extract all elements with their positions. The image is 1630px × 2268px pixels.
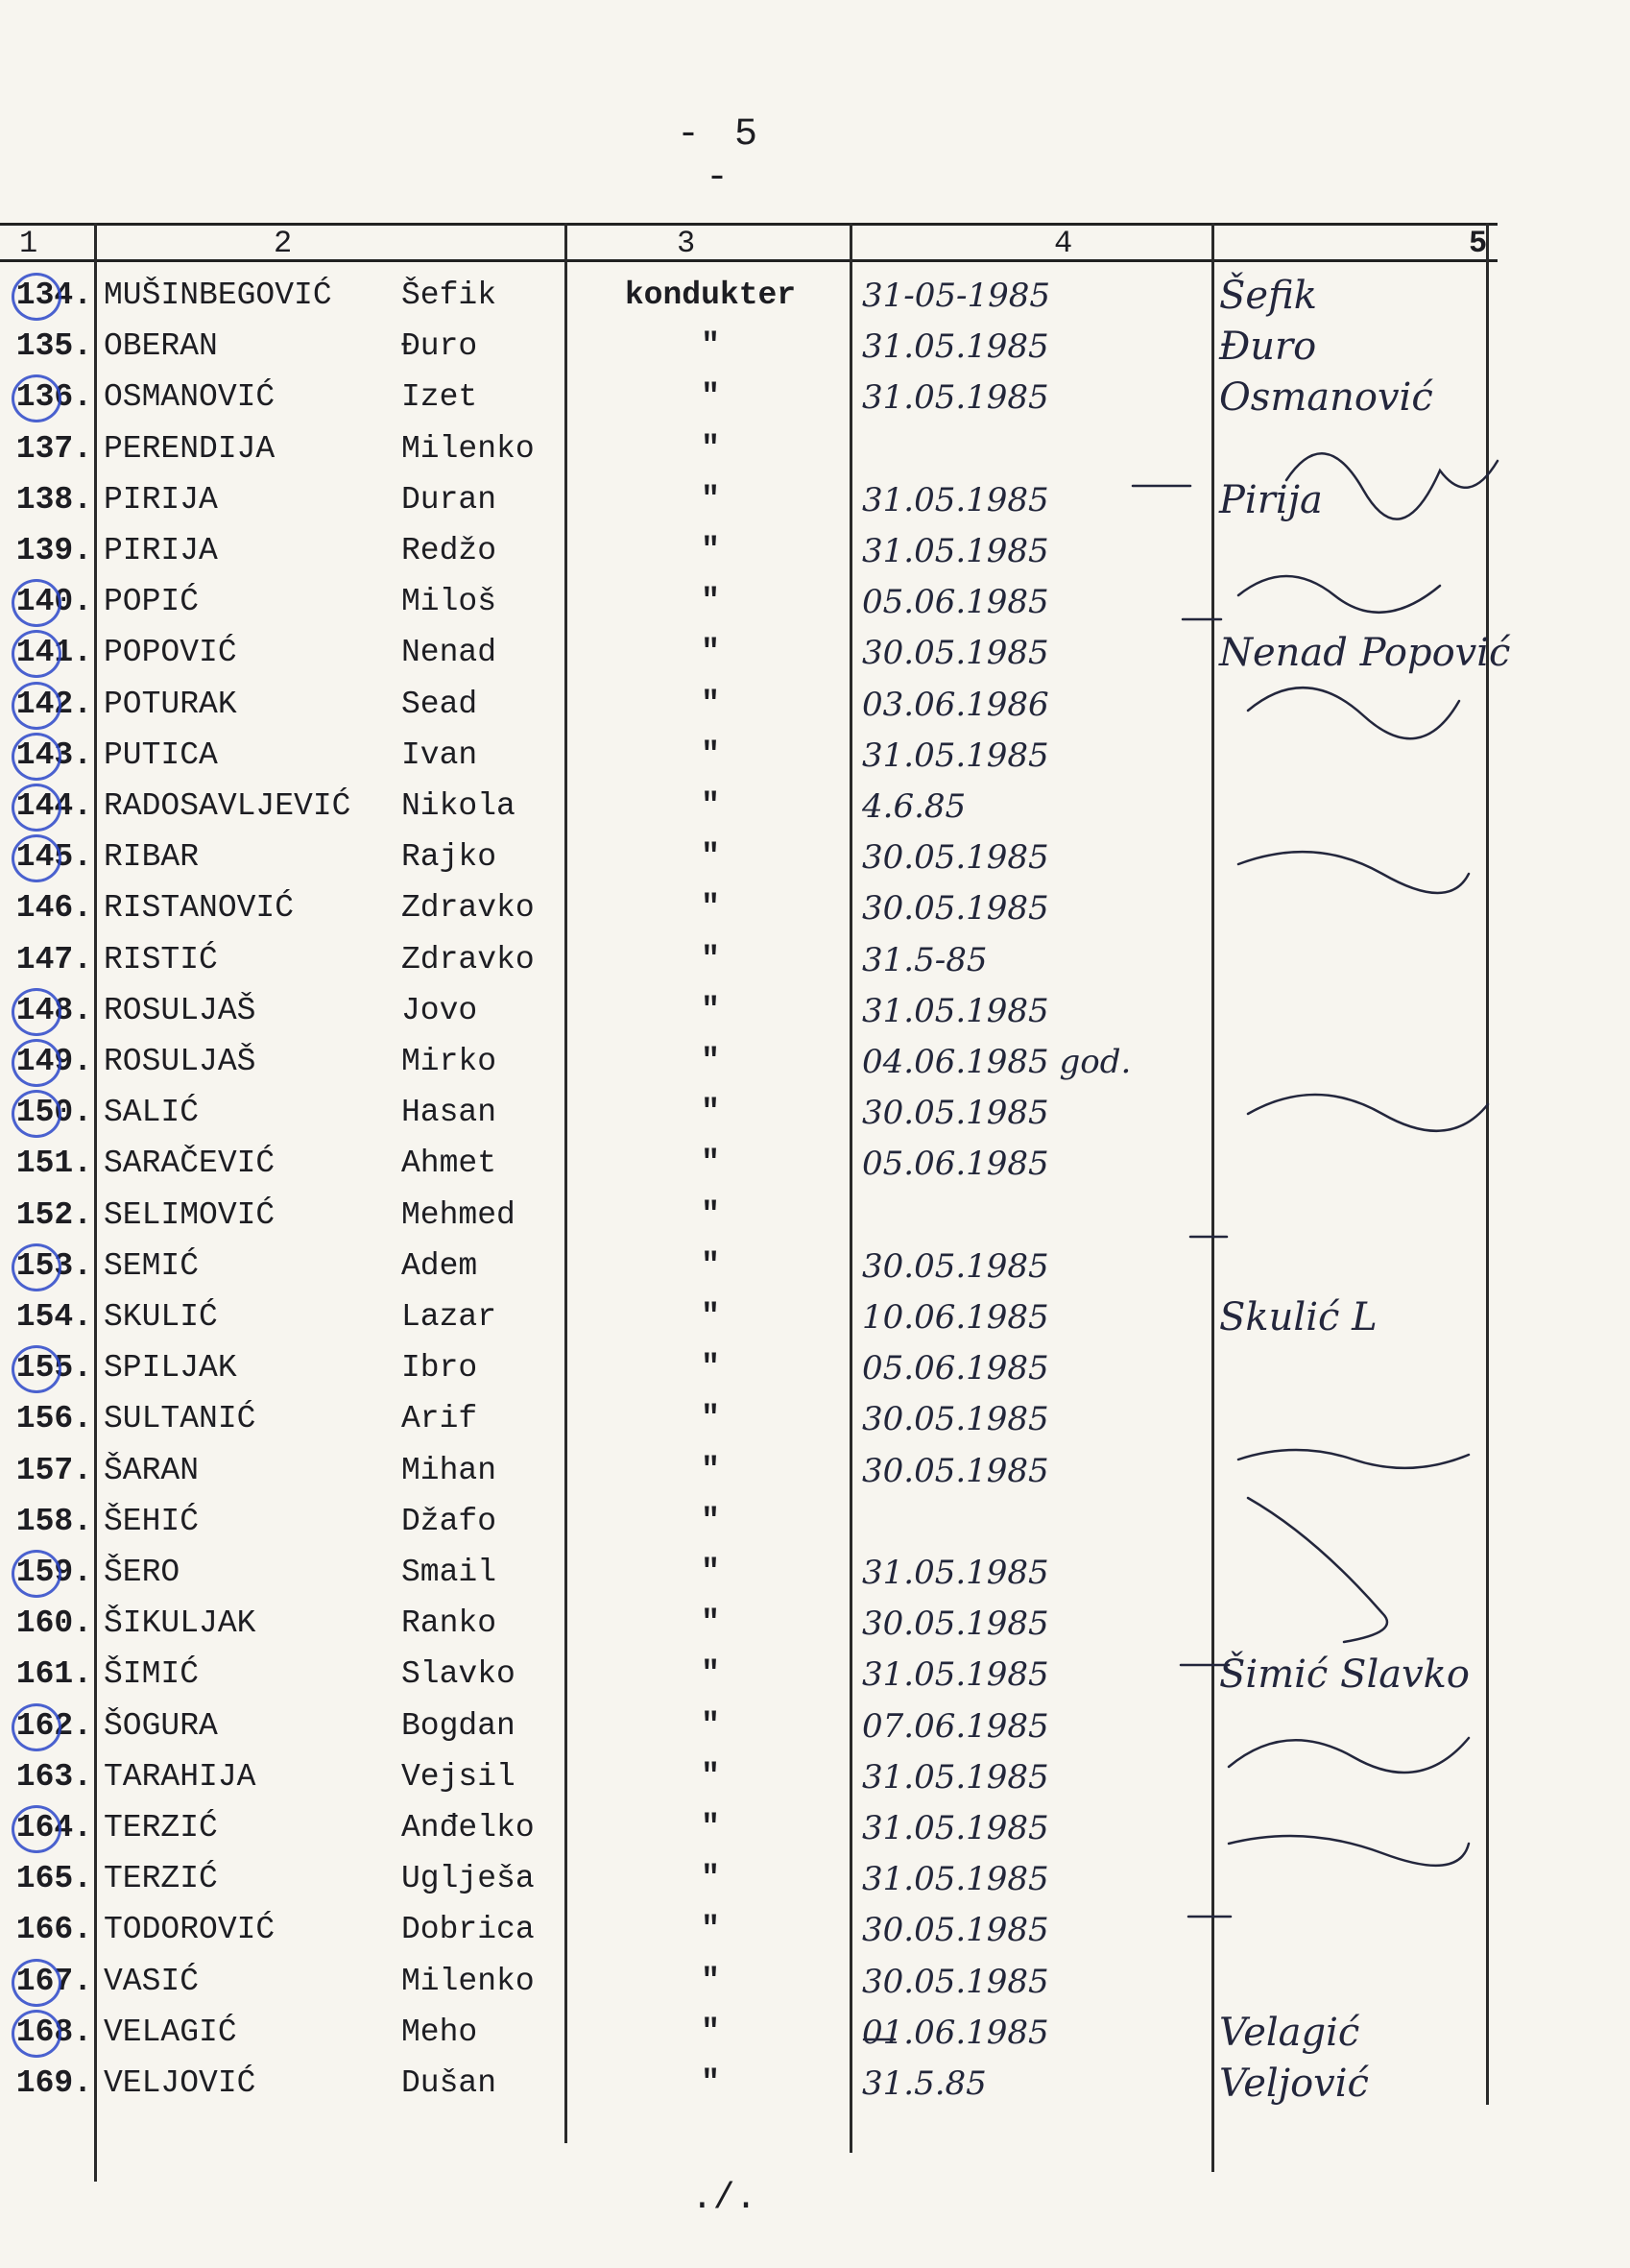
row-number: 151. <box>15 1146 92 1182</box>
row-number: 152. <box>15 1196 92 1233</box>
first-name-cell: Zdravko <box>401 890 535 927</box>
row-number: 164. <box>15 1810 92 1846</box>
role-cell: " <box>701 328 720 365</box>
signature-cell: Pirija <box>1219 477 1323 522</box>
row-number: 138. <box>15 481 92 518</box>
surname-cell: TERZIĆ <box>104 1861 218 1897</box>
surname-cell: SKULIĆ <box>104 1299 218 1335</box>
row-number: 144. <box>15 788 92 824</box>
first-name-cell: Redžo <box>401 533 497 568</box>
first-name-cell: Uglješa <box>401 1861 535 1897</box>
row-number: 134. <box>15 277 92 313</box>
role-cell: " <box>701 1963 720 1999</box>
first-name-cell: Izet <box>401 379 478 416</box>
surname-cell: OBERAN <box>104 328 218 365</box>
row-number: 148. <box>15 992 92 1028</box>
date-cell: 31.05.1985 <box>862 991 1049 1030</box>
date-cell: 31.05.1985 <box>862 1757 1049 1797</box>
first-name-cell: Milenko <box>401 1963 535 1999</box>
signature-cell: Šefik <box>1219 274 1317 318</box>
first-name-cell: Dobrica <box>401 1912 535 1948</box>
surname-cell: ŠERO <box>104 1555 180 1590</box>
col-header-1: 1 <box>19 226 38 261</box>
role-cell: " <box>701 1656 720 1693</box>
first-name-cell: Meho <box>401 2014 478 2050</box>
first-name-cell: Lazar <box>401 1299 497 1335</box>
date-cell: 31.05.1985 <box>862 378 1049 418</box>
surname-cell: POPOVIĆ <box>104 635 237 671</box>
signature-cell: Nenad Popović <box>1219 631 1511 676</box>
first-name-cell: Arif <box>401 1401 478 1437</box>
row-number: 154. <box>15 1299 92 1335</box>
role-cell: " <box>701 1401 720 1437</box>
date-cell: 31.05.1985 <box>862 1860 1049 1899</box>
surname-cell: SEMIĆ <box>104 1247 200 1284</box>
row-number: 160. <box>15 1605 92 1642</box>
first-name-cell: Dušan <box>401 2065 497 2101</box>
surname-cell: SULTANIĆ <box>104 1401 256 1437</box>
role-cell: " <box>701 1861 720 1897</box>
surname-cell: SELIMOVIĆ <box>104 1196 276 1233</box>
first-name-cell: Vejsil <box>401 1758 515 1795</box>
signature-cell: Šimić Slavko <box>1219 1653 1470 1698</box>
first-name-cell: Nenad <box>401 635 497 671</box>
col-header-4: 4 <box>1054 226 1073 261</box>
surname-cell: SARAČEVIĆ <box>104 1146 276 1182</box>
surname-cell: VELAGIĆ <box>104 2014 237 2050</box>
row-number: 165. <box>15 1861 92 1897</box>
first-name-cell: Šefik <box>401 277 497 313</box>
surname-cell: RISTIĆ <box>104 941 218 977</box>
surname-cell: TODOROVIĆ <box>104 1912 276 1948</box>
date-cell: 31.05.1985 <box>862 532 1049 570</box>
surname-cell: PIRIJA <box>104 533 218 568</box>
surname-cell: ŠEHIĆ <box>104 1503 200 1539</box>
role-cell: " <box>701 1758 720 1795</box>
surname-cell: POPIĆ <box>104 584 200 620</box>
date-cell: 31.5-85 <box>862 940 988 979</box>
first-name-cell: Ibro <box>401 1350 478 1387</box>
surname-cell: ŠIKULJAK <box>104 1605 256 1642</box>
first-name-cell: Bogdan <box>401 1707 515 1744</box>
row-number: 142. <box>15 686 92 722</box>
surname-cell: POTURAK <box>104 686 237 722</box>
row-number: 169. <box>15 2065 92 2101</box>
row-number: 146. <box>15 890 92 927</box>
date-cell: 30.05.1985 <box>862 838 1049 878</box>
row-number: 167. <box>15 1963 92 1999</box>
first-name-cell: Jovo <box>401 992 478 1028</box>
signature-cell: Veljović <box>1219 2062 1369 2106</box>
surname-cell: PUTICA <box>104 736 218 773</box>
date-cell: 01.06.1985 <box>862 2013 1049 2052</box>
signature-cell: Velagić <box>1219 2010 1360 2055</box>
first-name-cell: Smail <box>401 1555 497 1590</box>
role-cell: " <box>701 1707 720 1744</box>
date-cell: 10.06.1985 <box>862 1298 1049 1337</box>
role-cell: " <box>701 1605 720 1642</box>
row-number: 139. <box>15 533 92 568</box>
first-name-cell: Nikola <box>401 788 515 824</box>
role-cell: " <box>701 788 720 824</box>
date-cell: 30.05.1985 <box>862 1246 1049 1286</box>
surname-cell: ŠIMIĆ <box>104 1656 200 1693</box>
date-cell: 30.05.1985 <box>862 1094 1049 1133</box>
role-cell: " <box>701 992 720 1028</box>
row-number: 136. <box>15 379 92 416</box>
role-cell: " <box>701 584 720 620</box>
role-cell: " <box>701 1555 720 1590</box>
surname-cell: PERENDIJA <box>104 430 276 467</box>
role-cell: " <box>701 2014 720 2050</box>
row-number: 137. <box>15 430 92 467</box>
date-cell: 30.05.1985 <box>862 1400 1049 1439</box>
row-number: 140. <box>15 584 92 620</box>
row-number: 157. <box>15 1452 92 1488</box>
signature-cell: Đuro <box>1219 325 1317 370</box>
first-name-cell: Miloš <box>401 584 497 620</box>
role-cell: " <box>701 1503 720 1539</box>
date-cell: 30.05.1985 <box>862 1604 1049 1644</box>
date-cell: 05.06.1985 <box>862 1145 1049 1184</box>
surname-cell: ŠARAN <box>104 1452 200 1488</box>
date-cell: 04.06.1985 god. <box>862 1043 1132 1081</box>
role-cell: " <box>701 890 720 927</box>
role-cell: " <box>701 686 720 722</box>
role-cell: " <box>701 481 720 518</box>
date-cell: 31.05.1985 <box>862 736 1049 775</box>
surname-cell: TERZIĆ <box>104 1810 218 1846</box>
date-cell: 03.06.1986 <box>862 685 1049 724</box>
surname-cell: VELJOVIĆ <box>104 2065 256 2101</box>
surname-cell: ROSULJAŠ <box>104 992 256 1028</box>
surname-cell: TARAHIJA <box>104 1758 256 1795</box>
page-number: - 5 - <box>676 113 763 200</box>
row-number: 162. <box>15 1707 92 1744</box>
date-cell: 30.05.1985 <box>862 1451 1049 1490</box>
first-name-cell: Hasan <box>401 1095 497 1131</box>
surname-cell: ROSULJAŠ <box>104 1044 256 1079</box>
role-cell: " <box>701 1912 720 1948</box>
first-name-cell: Đuro <box>401 328 478 365</box>
role-cell: " <box>701 1146 720 1182</box>
date-cell: 31.05.1985 <box>862 1809 1049 1847</box>
col-header-5: 5 <box>1469 226 1488 261</box>
row-number: 145. <box>15 839 92 876</box>
row-number: 158. <box>15 1503 92 1539</box>
role-cell: " <box>701 635 720 671</box>
row-number: 143. <box>15 736 92 773</box>
role-cell: kondukter <box>624 277 797 313</box>
role-cell: " <box>701 2065 720 2101</box>
row-number: 159. <box>15 1555 92 1590</box>
first-name-cell: Mehmed <box>401 1196 515 1233</box>
row-number: 153. <box>15 1247 92 1284</box>
first-name-cell: Duran <box>401 481 497 518</box>
date-cell: 30.05.1985 <box>862 889 1049 929</box>
date-cell: 30.05.1985 <box>862 1962 1049 2001</box>
col-header-2: 2 <box>274 226 293 261</box>
date-cell: 05.06.1985 <box>862 1349 1049 1388</box>
first-name-cell: Ahmet <box>401 1146 497 1182</box>
signature-cell: Skulić L <box>1219 1295 1378 1339</box>
continuation-mark: ./. <box>691 2178 757 2219</box>
surname-cell: OSMANOVIĆ <box>104 379 276 416</box>
row-number: 163. <box>15 1758 92 1795</box>
first-name-cell: Mihan <box>401 1452 497 1488</box>
role-cell: " <box>701 1350 720 1387</box>
row-number: 135. <box>15 328 92 365</box>
date-cell: 31.05.1985 <box>862 480 1049 519</box>
surname-cell: VASIĆ <box>104 1963 200 1999</box>
first-name-cell: Anđelko <box>401 1810 535 1846</box>
first-name-cell: Milenko <box>401 430 535 467</box>
first-name-cell: Sead <box>401 686 478 722</box>
date-cell: 4.6.85 <box>862 787 967 826</box>
row-number: 156. <box>15 1401 92 1437</box>
date-cell: 31-05-1985 <box>862 277 1051 315</box>
role-cell: " <box>701 941 720 977</box>
first-name-cell: Zdravko <box>401 941 535 977</box>
role-cell: " <box>701 1452 720 1488</box>
col-header-3: 3 <box>677 226 696 261</box>
surname-cell: RISTANOVIĆ <box>104 890 295 927</box>
surname-cell: RIBAR <box>104 839 200 876</box>
first-name-cell: Mirko <box>401 1044 497 1079</box>
date-cell: 31.05.1985 <box>862 327 1049 367</box>
row-number: 155. <box>15 1350 92 1387</box>
role-cell: " <box>701 1299 720 1335</box>
first-name-cell: Adem <box>401 1247 478 1284</box>
surname-cell: ŠOGURA <box>104 1707 218 1744</box>
role-cell: " <box>701 533 720 568</box>
first-name-cell: Ranko <box>401 1605 497 1642</box>
surname-cell: SPILJAK <box>104 1350 237 1387</box>
surname-cell: RADOSAVLJEVIĆ <box>104 788 351 824</box>
role-cell: " <box>701 1810 720 1846</box>
role-cell: " <box>701 1196 720 1233</box>
role-cell: " <box>701 1044 720 1079</box>
role-cell: " <box>701 736 720 773</box>
surname-cell: SALIĆ <box>104 1095 200 1131</box>
date-cell: 31.05.1985 <box>862 1655 1049 1695</box>
date-cell: 31.05.1985 <box>862 1554 1049 1592</box>
role-cell: " <box>701 379 720 416</box>
row-number: 147. <box>15 941 92 977</box>
row-number: 166. <box>15 1912 92 1948</box>
date-cell: 30.05.1985 <box>862 634 1049 673</box>
row-number: 141. <box>15 635 92 671</box>
first-name-cell: Džafo <box>401 1503 497 1539</box>
date-cell: 30.05.1985 <box>862 1911 1049 1950</box>
row-number: 150. <box>15 1095 92 1131</box>
surname-cell: MUŠINBEGOVIĆ <box>104 277 332 313</box>
role-cell: " <box>701 839 720 876</box>
date-cell: 07.06.1985 <box>862 1706 1049 1746</box>
surname-cell: PIRIJA <box>104 481 218 518</box>
first-name-cell: Ivan <box>401 736 478 773</box>
role-cell: " <box>701 430 720 467</box>
row-number: 161. <box>15 1656 92 1693</box>
signature-cell: Osmanović <box>1219 375 1433 421</box>
date-cell: 31.5.85 <box>862 2064 987 2103</box>
role-cell: " <box>701 1247 720 1284</box>
role-cell: " <box>701 1095 720 1131</box>
row-number: 149. <box>15 1044 92 1079</box>
row-number: 168. <box>15 2014 92 2050</box>
date-cell: 05.06.1985 <box>862 583 1049 622</box>
first-name-cell: Rajko <box>401 839 497 876</box>
first-name-cell: Slavko <box>401 1656 515 1693</box>
